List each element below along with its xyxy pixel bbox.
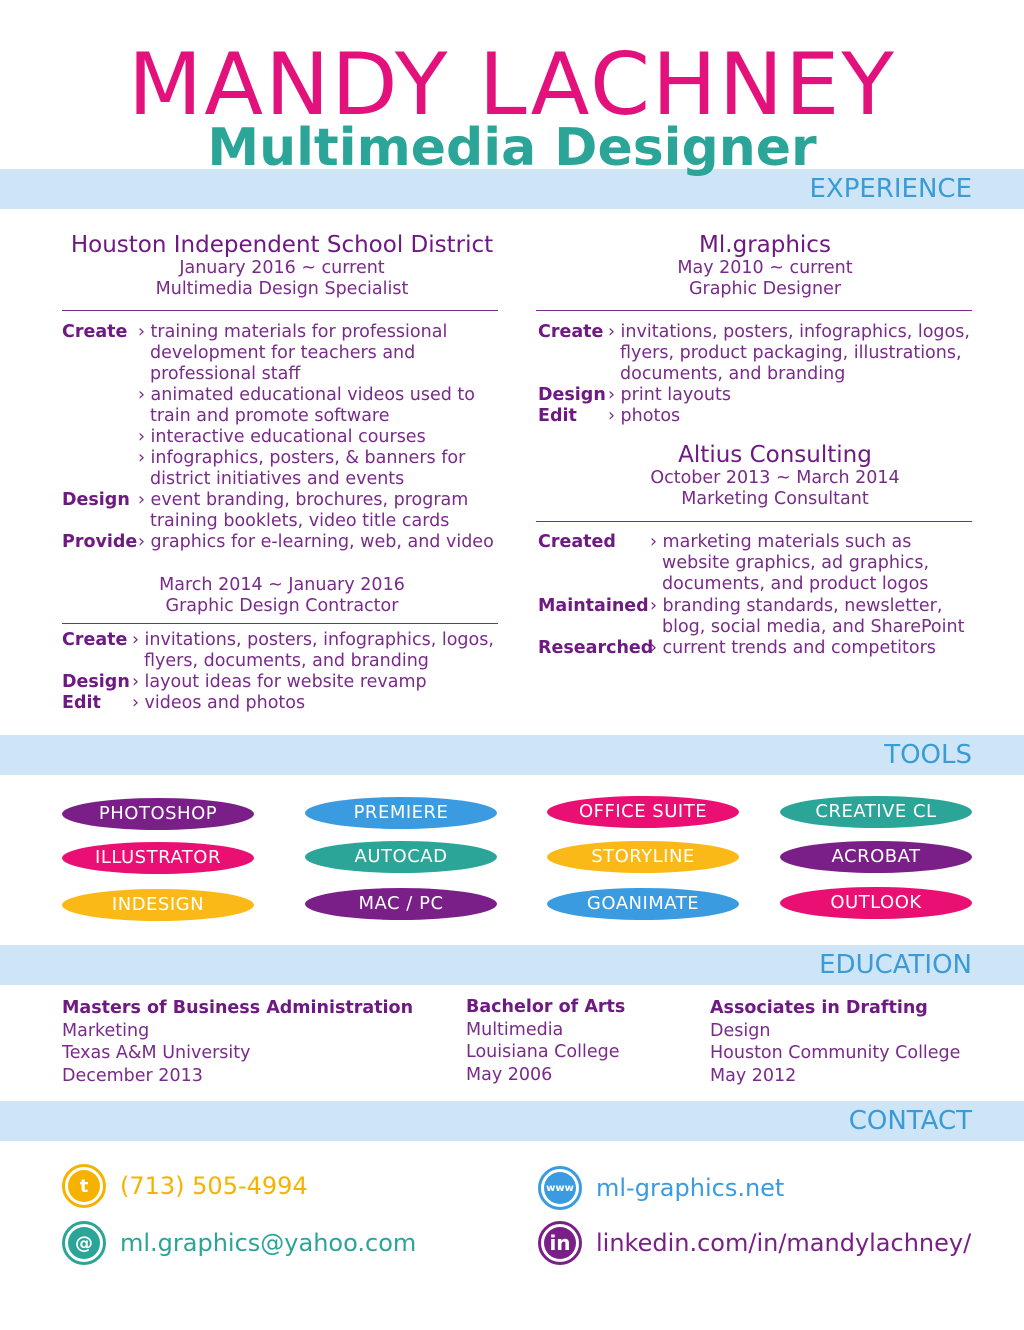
mlgraphics-edit-list bbox=[608, 406, 680, 427]
list-item: › current trends and competitors bbox=[650, 638, 936, 658]
list-item: documents, and branding bbox=[620, 364, 846, 384]
mlgraphics-edit-row bbox=[538, 406, 988, 428]
mlgraphics-design-row bbox=[538, 385, 988, 407]
degree-school: Texas A&M University bbox=[62, 1043, 251, 1063]
list-item: training booklets, video title cards bbox=[150, 511, 450, 531]
degree-field: Multimedia bbox=[466, 1019, 564, 1040]
linkedin-icon: in bbox=[538, 1221, 582, 1265]
website-link[interactable]: ml-graphics.net bbox=[596, 1174, 785, 1202]
email-address[interactable]: ml.graphics@yahoo.com bbox=[120, 1229, 417, 1257]
education-entry-associates bbox=[710, 997, 960, 1087]
mlgraphics-create-list bbox=[608, 322, 970, 385]
degree-title: Masters of Business Administration bbox=[62, 998, 414, 1018]
list-item: › graphics for e-learning, web, and video bbox=[138, 532, 494, 552]
altius-created-list bbox=[650, 532, 929, 595]
contractor-create-verb: Create bbox=[62, 630, 128, 650]
altius-created-row bbox=[538, 532, 998, 598]
contractor-edit-row bbox=[62, 693, 502, 715]
hisd-divider bbox=[62, 310, 498, 311]
list-item: flyers, product packaging, illustrations, bbox=[620, 343, 962, 363]
list-item: › infographics, posters, & banners for bbox=[138, 448, 466, 468]
mlgraphics-company: Ml.graphics bbox=[699, 232, 831, 258]
altius-created-verb: Created bbox=[538, 532, 616, 552]
contractor-create-list bbox=[132, 630, 494, 672]
altius-researched-list bbox=[650, 638, 936, 659]
altius-researched-row bbox=[538, 638, 998, 660]
contractor-create-row bbox=[62, 630, 502, 674]
hisd-provide-row bbox=[62, 532, 502, 554]
contact-heading: CONTACT bbox=[848, 1106, 972, 1136]
list-item: flyers, documents, and branding bbox=[144, 651, 429, 671]
contractor-dates: March 2014 ~ January 2016 bbox=[159, 575, 405, 595]
contact-band bbox=[0, 1101, 1024, 1141]
contractor-divider bbox=[62, 623, 498, 624]
tool-pill: MAC / PC bbox=[305, 888, 497, 920]
tool-pill: ACROBAT bbox=[780, 841, 972, 873]
globe-icon: www bbox=[538, 1166, 582, 1210]
contact-email[interactable] bbox=[62, 1221, 416, 1265]
tool-pill: PHOTOSHOP bbox=[62, 798, 254, 830]
tool-pill: PREMIERE bbox=[305, 797, 497, 829]
tools-heading: TOOLS bbox=[884, 740, 972, 770]
list-item: documents, and product logos bbox=[662, 574, 929, 594]
mlgraphics-design-verb: Design bbox=[538, 385, 606, 405]
list-item: › branding standards, newsletter, bbox=[650, 596, 943, 616]
contact-web[interactable] bbox=[538, 1166, 784, 1210]
altius-dates: October 2013 ~ March 2014 bbox=[650, 468, 900, 488]
list-item: › videos and photos bbox=[132, 693, 306, 713]
contact-phone[interactable] bbox=[62, 1164, 308, 1208]
hisd-role: Multimedia Design Specialist bbox=[155, 279, 409, 299]
altius-maintained-verb: Maintained bbox=[538, 596, 649, 616]
tool-pill: OFFICE SUITE bbox=[547, 796, 739, 828]
email-icon: @ bbox=[62, 1221, 106, 1265]
tool-pill: STORYLINE bbox=[547, 841, 739, 873]
tool-pill: CREATIVE CL bbox=[780, 796, 972, 828]
hisd-design-row bbox=[62, 490, 502, 534]
list-item: › photos bbox=[608, 406, 681, 426]
tool-pill: INDESIGN bbox=[62, 889, 254, 921]
contractor-design-list bbox=[132, 672, 427, 693]
altius-researched-verb: Researched bbox=[538, 638, 654, 658]
list-item: › invitations, posters, infographics, logos, bbox=[132, 630, 494, 650]
hisd-company: Houston Independent School District bbox=[70, 232, 494, 258]
list-item: › layout ideas for website revamp bbox=[132, 672, 427, 692]
linkedin-link[interactable]: linkedin.com/in/mandylachney/ bbox=[596, 1229, 972, 1257]
hisd-create-list bbox=[138, 322, 475, 490]
hisd-create-verb: Create bbox=[62, 322, 128, 342]
degree-date: May 2012 bbox=[710, 1065, 797, 1086]
phone-number[interactable]: (713) 505-4994 bbox=[120, 1172, 308, 1200]
mlgraphics-create-verb: Create bbox=[538, 322, 604, 342]
contractor-job bbox=[62, 575, 502, 617]
hisd-provide-verb: Provide bbox=[62, 532, 138, 552]
altius-maintained-list bbox=[650, 596, 964, 638]
education-heading: EDUCATION bbox=[819, 950, 972, 980]
mlgraphics-edit-verb: Edit bbox=[538, 406, 577, 426]
hisd-design-list bbox=[138, 490, 468, 532]
mlgraphics-create-row bbox=[538, 322, 988, 388]
tool-pill: GOANIMATE bbox=[547, 888, 739, 920]
hisd-provide-list bbox=[138, 532, 494, 553]
mlgraphics-job bbox=[540, 232, 990, 300]
degree-date: December 2013 bbox=[62, 1065, 203, 1086]
degree-date: May 2006 bbox=[466, 1064, 553, 1085]
altius-maintained-row bbox=[538, 596, 998, 640]
list-item: › training materials for professional bbox=[138, 322, 448, 342]
list-item: website graphics, ad graphics, bbox=[662, 553, 930, 573]
tool-pill: OUTLOOK bbox=[780, 887, 972, 919]
list-item: › event branding, brochures, program bbox=[138, 490, 469, 510]
contractor-edit-list bbox=[132, 693, 305, 714]
tools-band bbox=[0, 735, 1024, 775]
education-entry-ba bbox=[466, 996, 625, 1086]
list-item: › invitations, posters, infographics, logos, bbox=[608, 322, 970, 342]
list-item: professional staff bbox=[150, 364, 301, 384]
altius-job bbox=[550, 442, 1000, 510]
list-item: train and promote software bbox=[150, 406, 390, 426]
hisd-design-verb: Design bbox=[62, 490, 130, 510]
hisd-job bbox=[62, 232, 502, 300]
list-item: › marketing materials such as bbox=[650, 532, 912, 552]
resume-title: Multimedia Designer bbox=[207, 118, 817, 178]
contractor-design-verb: Design bbox=[62, 672, 130, 692]
resume-name: MANDY LACHNEY bbox=[128, 35, 896, 135]
hisd-create-row bbox=[62, 322, 502, 492]
list-item: › interactive educational courses bbox=[138, 427, 426, 447]
mlgraphics-design-list bbox=[608, 385, 731, 406]
degree-title: Bachelor of Arts bbox=[466, 997, 626, 1017]
list-item: district initiatives and events bbox=[150, 469, 405, 489]
hisd-dates: January 2016 ~ current bbox=[179, 258, 385, 278]
degree-school: Louisiana College bbox=[466, 1042, 620, 1062]
degree-school: Houston Community College bbox=[710, 1043, 961, 1063]
contractor-design-row bbox=[62, 672, 502, 694]
mlgraphics-divider bbox=[536, 310, 972, 311]
experience-heading: EXPERIENCE bbox=[809, 174, 972, 204]
contractor-edit-verb: Edit bbox=[62, 693, 101, 713]
list-item: › animated educational videos used to bbox=[138, 385, 475, 405]
degree-field: Marketing bbox=[62, 1020, 150, 1041]
contractor-role: Graphic Design Contractor bbox=[165, 596, 399, 616]
list-item: development for teachers and bbox=[150, 343, 416, 363]
altius-company: Altius Consulting bbox=[678, 442, 872, 468]
tool-pill: ILLUSTRATOR bbox=[62, 842, 254, 874]
mlgraphics-dates: May 2010 ~ current bbox=[677, 258, 853, 278]
education-band bbox=[0, 945, 1024, 985]
altius-divider bbox=[536, 521, 972, 522]
altius-role: Marketing Consultant bbox=[681, 489, 869, 509]
contact-linkedin[interactable] bbox=[538, 1221, 971, 1265]
degree-field: Design bbox=[710, 1020, 771, 1041]
tool-pill: AUTOCAD bbox=[305, 841, 497, 873]
mlgraphics-role: Graphic Designer bbox=[688, 279, 842, 299]
phone-icon: t bbox=[62, 1164, 106, 1208]
education-entry-mba bbox=[62, 997, 413, 1087]
degree-title: Associates in Drafting bbox=[710, 998, 928, 1018]
list-item: blog, social media, and SharePoint bbox=[662, 617, 965, 637]
list-item: › print layouts bbox=[608, 385, 731, 405]
